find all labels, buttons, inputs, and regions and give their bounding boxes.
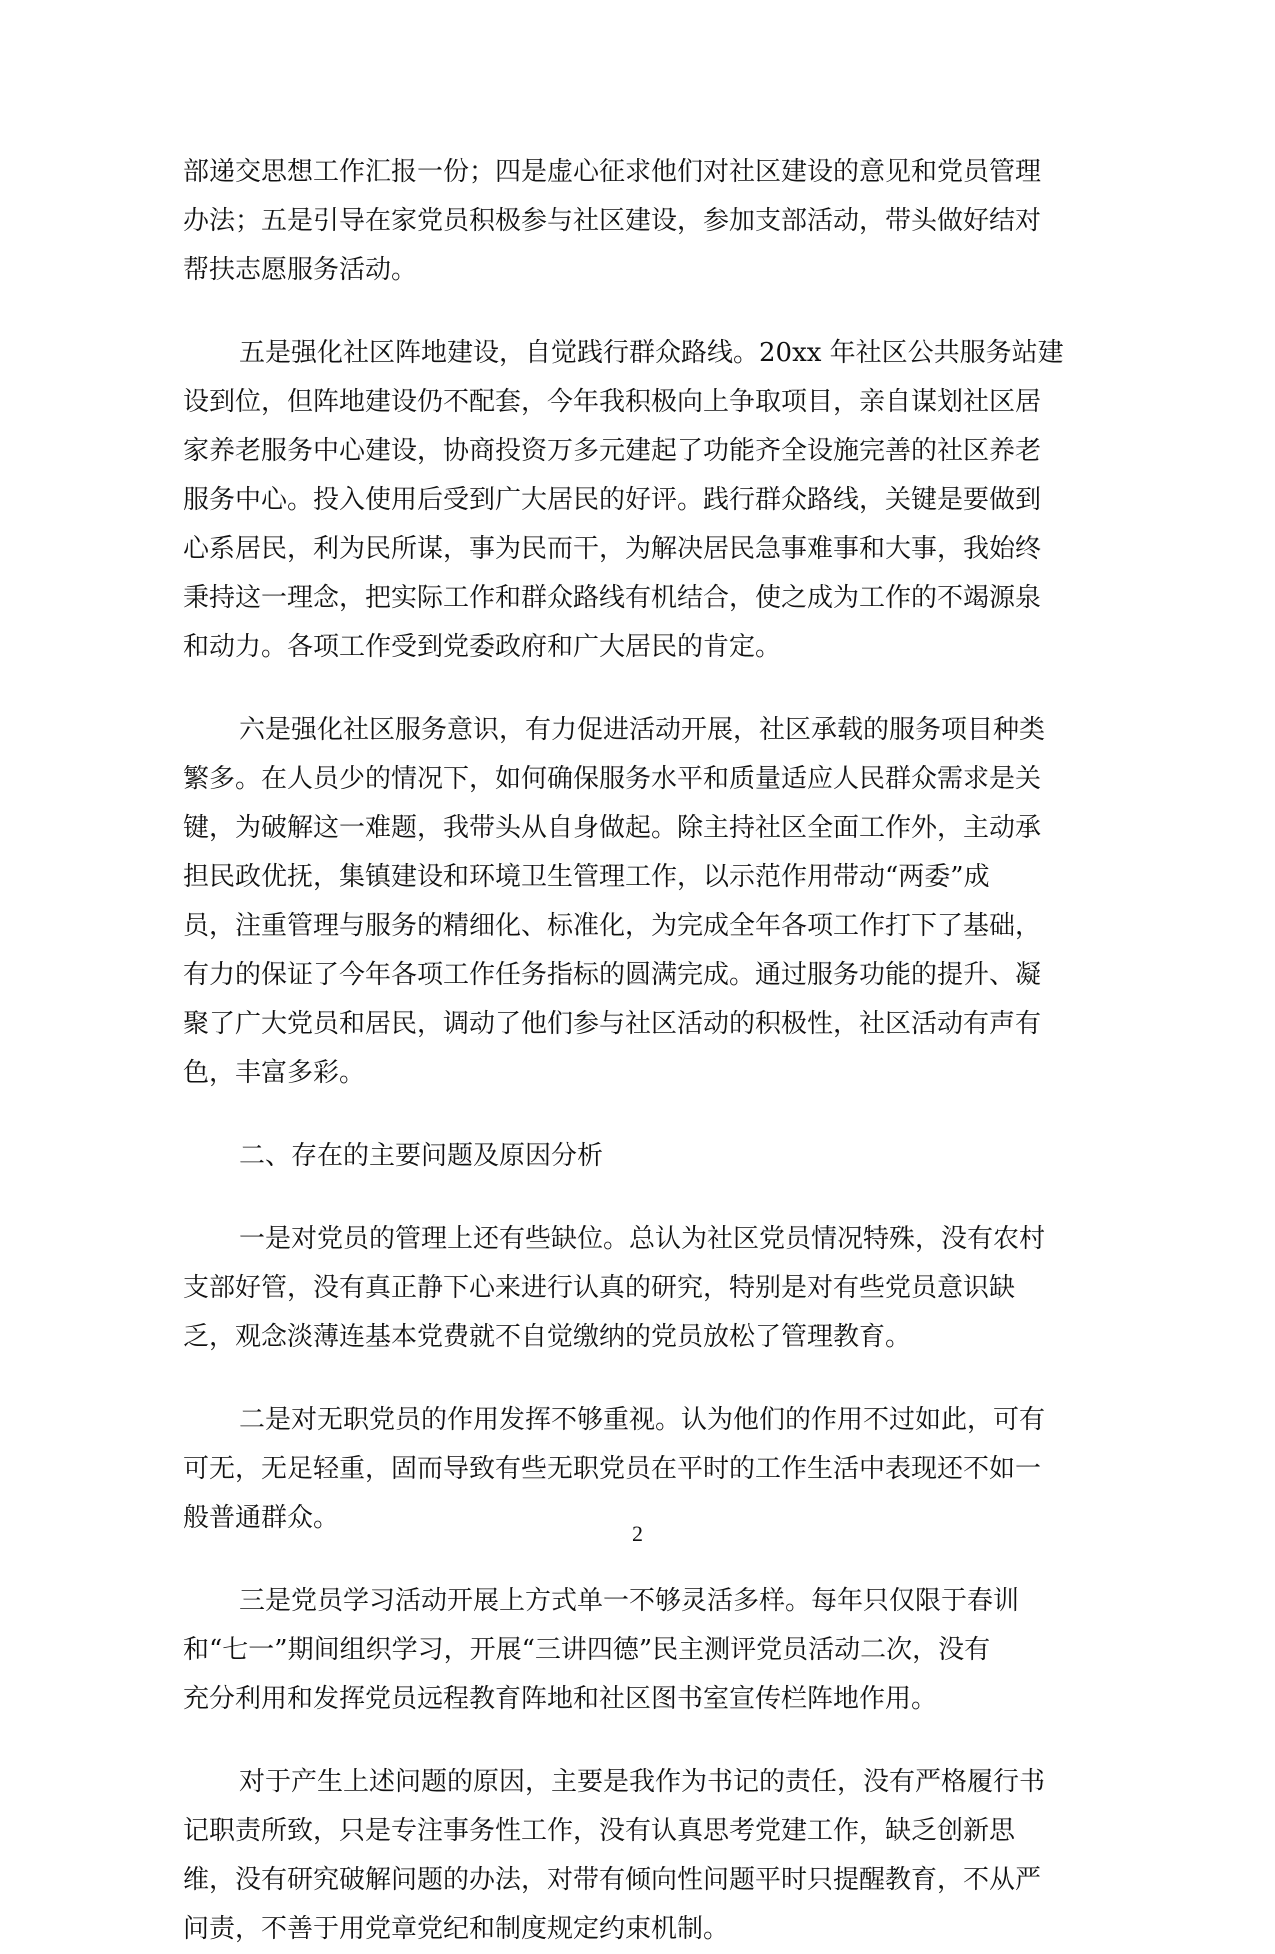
text-line: 充分利用和发挥党员远程教育阵地和社区图书室宣传栏阵地作用。 (183, 1684, 938, 1714)
paragraph (183, 329, 1083, 672)
paragraph (183, 1758, 1083, 1954)
text-line: 般普通群众。 (183, 1503, 340, 1533)
text-line: 五是强化社区阵地建设，自觉践行群众路线。20xx 年社区公共服务站建 (239, 338, 1064, 368)
text-line: 可无，无足轻重，固而导致有些无职党员在平时的工作生活中表现还不如一 (183, 1454, 1042, 1484)
text-line: 担民政优抚，集镇建设和环境卫生管理工作，以示范作用带动“两委”成 (183, 862, 990, 892)
paragraph (183, 1132, 1083, 1181)
text-line: 二是对无职党员的作用发挥不够重视。认为他们的作用不过如此，可有 (239, 1405, 1046, 1435)
paragraph-gap (183, 295, 1083, 329)
paragraph-gap (183, 1362, 1083, 1396)
paragraph-gap (183, 1181, 1083, 1215)
text-line: 家养老服务中心建设，协商投资万多元建起了功能齐全设施完善的社区养老 (183, 436, 1042, 466)
paragraph-gap (183, 1724, 1083, 1758)
paragraph (183, 706, 1083, 1098)
text-line: 对于产生上述问题的原因，主要是我作为书记的责任，没有严格履行书 (239, 1767, 1046, 1797)
text-line: 和“七一”期间组织学习，开展“三讲四德”民主测评党员活动二次，没有 (183, 1635, 991, 1665)
text-line: 服务中心。投入使用后受到广大居民的好评。践行群众路线，关键是要做到 (183, 485, 1042, 515)
text-line: 和动力。各项工作受到党委政府和广大居民的肯定。 (183, 632, 782, 662)
paragraph-gap (183, 1543, 1083, 1577)
text-line: 有力的保证了今年各项工作任务指标的圆满完成。通过服务功能的提升、凝 (183, 960, 1042, 990)
text-line: 办法；五是引导在家党员积极参与社区建设，参加支部活动，带头做好结对 (183, 206, 1042, 236)
text-line: 帮扶志愿服务活动。 (183, 255, 418, 285)
text-line: 员，注重管理与服务的精细化、标准化，为完成全年各项工作打下了基础， (183, 911, 1042, 941)
text-line: 繁多。在人员少的情况下，如何确保服务水平和质量适应人民群众需求是关 (183, 764, 1042, 794)
text-line: 心系居民，利为民所谋，事为民而干，为解决居民急事难事和大事，我始终 (183, 534, 1042, 564)
paragraph-gap (183, 672, 1083, 706)
paragraph (183, 1215, 1083, 1362)
text-line: 色，丰富多彩。 (183, 1058, 366, 1088)
text-line: 聚了广大党员和居民，调动了他们参与社区活动的积极性，社区活动有声有 (183, 1009, 1042, 1039)
text-line: 问责，不善于用党章党纪和制度规定约束机制。 (183, 1914, 730, 1944)
paragraph (183, 1577, 1083, 1724)
text-line: 秉持这一理念，把实际工作和群众路线有机结合，使之成为工作的不竭源泉 (183, 583, 1042, 613)
text-line: 一是对党员的管理上还有些缺位。总认为社区党员情况特殊，没有农村 (239, 1224, 1046, 1254)
text-line: 六是强化社区服务意识，有力促进活动开展，社区承载的服务项目种类 (239, 715, 1046, 745)
document-body (183, 148, 1083, 1954)
text-line: 部递交思想工作汇报一份；四是虚心征求他们对社区建设的意见和党员管理 (183, 157, 1042, 187)
text-line: 设到位，但阵地建设仍不配套，今年我积极向上争取项目，亲自谋划社区居 (183, 387, 1042, 417)
text-line: 支部好管，没有真正静下心来进行认真的研究，特别是对有些党员意识缺 (183, 1273, 1016, 1303)
text-line: 乏，观念淡薄连基本党费就不自觉缴纳的党员放松了管理教育。 (183, 1322, 912, 1352)
page-number: 2 (632, 1521, 643, 1546)
text-line: 键，为破解这一难题，我带头从自身做起。除主持社区全面工作外，主动承 (183, 813, 1042, 843)
paragraph (183, 148, 1083, 295)
text-line: 记职责所致，只是专注事务性工作，没有认真思考党建工作，缺乏创新思 (183, 1816, 1016, 1846)
text-line: 维，没有研究破解问题的办法，对带有倾向性问题平时只提醒教育，不从严 (183, 1865, 1042, 1895)
text-line: 二、存在的主要问题及原因分析 (239, 1141, 604, 1171)
text-line: 三是党员学习活动开展上方式单一不够灵活多样。每年只仅限于春训 (239, 1586, 1020, 1616)
paragraph-gap (183, 1098, 1083, 1132)
